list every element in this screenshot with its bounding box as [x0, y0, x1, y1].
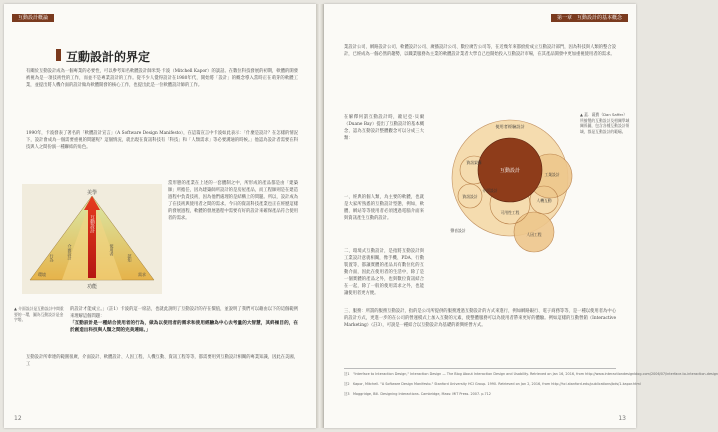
page-number: 12: [14, 415, 22, 422]
label-top: 美學: [86, 190, 98, 196]
label-center: 互動設計: [499, 168, 521, 174]
left-page: [4, 4, 316, 428]
label-left-inner: 介面設計: [67, 244, 73, 260]
footnote-2: 註2 Kapor, Mitchell. "A Software Design Manifesto." Stanford University HCI Group. 1990. Retrieved on Jan 2, 2016, from http://hci.stanford.edu/publications/bds/1-kapor.html: [344, 382, 641, 386]
label-info: 資訊架構: [466, 160, 482, 165]
footnote-3: 註3 Moggridge, Bill. Designing Interactions. Cambridge, Mass: MIT Press. 2007. p.712: [344, 392, 491, 396]
paragraph-5: 三、服務：所謂的服務互動設計，指的是公司所提供的服務透過互動設計的方式來進行，例如網路銀行、電子商務等等，是一種以使用者為中心的設計方式，更進一步的在公司的營運模式上加入互動的元素，使整體服務可以為使用者帶來更好的體驗。例如這樣的互動營銷（Interactive Marketing）（註3），可說是一種結合以互動設計為基礎的新興經營方式。: [344, 309, 616, 328]
paragraph-4: 二、環境式互動設計，是指將互動設計與工業設計意義相關，像手機、PDA、行動裝置等，都讓實體的產品具有數位化的互動介面，因此在使用者的生活中，除了是一個實體的產品之外，也與數位資訊結合在一起，除了一般的使用需求之外，也能讓使用者更方便。: [344, 249, 424, 296]
paragraph-1: 有關於互動設計成為一個專業的必要性，可以參考知名軟體設計師米契·卡波（Mitchell Kapor）的談話。在數位科技發展的初期，軟體的開發被視為是一項技術性的工作，而並不是專業設計的工作。從不少人覺得設計在1980年代，開始將「設計」的概念導入當時正在萌芽的軟體工業，並提出將人機介面的設計做為軟體開發的核心工作，也提出此是一位軟體設計師的工作。: [26, 69, 298, 88]
label-bottom: 功能: [86, 284, 98, 290]
label-right-base: 需求: [138, 272, 146, 277]
page-number: 13: [618, 415, 626, 422]
label-vertical: 互動設計: [89, 215, 95, 233]
paragraph-2: 1990年，卡波發表了著名的「軟體設計宣言」（A Software Design Manifesto），在這篇宣言中卡波如此表示：「什麼是設計？在怎樣的情況下，設計會成為一個需要重視的問題呢？這個情況，就出現在資訊科技有「科技」和「人類需求」等必要溝通的時候。」他認為設計者需要在科技與人之間扮演一種聯結的角色。: [26, 131, 298, 150]
label-industrial: 工業設計: [544, 172, 560, 177]
paragraph-1: 業設計公司、網路設計公司、軟體設計公司、廣播設計公司、數位廣告公司等，在近幾年來都紛紛成立互動設計部門，因為科技與人類的整合設計，已經成為一個必然的趨勢，以職業服務為主業的軟體設計業者大學自己也開始投入互動設計市場，在其產品開發中更加重視使用者的需求。: [344, 45, 616, 57]
label-ia: 資訊設計: [462, 194, 478, 199]
label-sound: 聲音設計: [450, 228, 466, 233]
diagram-caption: ▲ 介面設計是互動設計中間重要的一環，圖為互動設計是金字塔。: [14, 306, 64, 322]
header-tab: 第一章 互動設計的基本概念: [551, 14, 628, 22]
label-ux: 使用者經驗設計: [495, 124, 525, 129]
heading-marker: [56, 49, 61, 61]
book-gutter: [316, 4, 324, 428]
label-hci: 人機互動: [536, 198, 552, 203]
label-left-outer: 行為: [49, 254, 55, 262]
label-right-inner: 使用者: [109, 244, 115, 256]
paragraph-5: 互動設計所牽連的範圍很廣，介面設計、軟體設計、人因工程、人機互動、資訊工程等等，都需要用到互動設計相關的專業知識，因此在美國，工: [26, 355, 298, 367]
diagram-caption: ▲ 蓋．薩費（Dan Saffer）所繪製的互動設計及相關學域關係圖，包含各種互動設計領域，都是互動設計的範疇。: [580, 112, 630, 134]
paragraph-3: 當形態的產業在上述的一套體制之中，所形成的產品都是由「建築師」所擔任，因為建築師所設計的是房屋產品，而工程師則是在建造過程中負責技術，因為他們處理的是結構上的問題。所以，設計成為了在技術與使用者之間的需求。今日的資訊科技產業也正在經歷這樣的發展過程，軟體的發展過程中需要有好的設計來確保產品符合使用者的需求。: [168, 181, 298, 221]
circle-diagram: [428, 112, 578, 262]
label-right-outer: 認知: [127, 254, 133, 262]
label-usability: 可用性工程: [500, 210, 520, 215]
pyramid-diagram: [22, 184, 162, 294]
footnote-divider: [344, 368, 616, 369]
label-ui: 介面設計: [482, 188, 498, 193]
label-human-factors: 人因工程: [526, 232, 542, 237]
header-tab: 互動設計概論: [12, 14, 54, 22]
paragraph-2: 在解釋何謂互動設計時，歐尼亞·貝爾（Duane Bay）提出了互動設計的基本概念，認為互動設計整體觀念可以分成三大類：: [344, 115, 424, 141]
paragraph-3: 一、經典的個人類，為主要的軟體，也就是大家所熟悉的互動設計型態，例如，軟體、網站等等使用者必須透過電腦介面來與資訊產生互動的設計。: [344, 195, 424, 221]
section-heading: 互動設計的界定: [66, 50, 151, 64]
paragraph-4: 的設計才能成立。」（註1）卡波的這一席話，也就此說明了互動設計的存在價值，並說明了我們可以藉由以下的這個範例來理解這個問題：: [70, 307, 298, 319]
label-left-base: 環境: [38, 272, 46, 277]
footnote-1: 註1 "Interface to Interaction Design," Interaction Design — The Blog About Interaction Design and Usability. Retrieved on Jan 16, 2016, from http://www.interactiondesignblog.com/2006/07/interface-to-interaction-design: [344, 372, 718, 376]
highlighted-statement: 「互動設計是一種結合使用者的行為，做為以使用者的需求和使用經驗為中心去考量的大智慧，其終極目的，在於創造出科技與人類之間的完美連結。」: [70, 321, 298, 333]
right-page: [324, 4, 718, 428]
